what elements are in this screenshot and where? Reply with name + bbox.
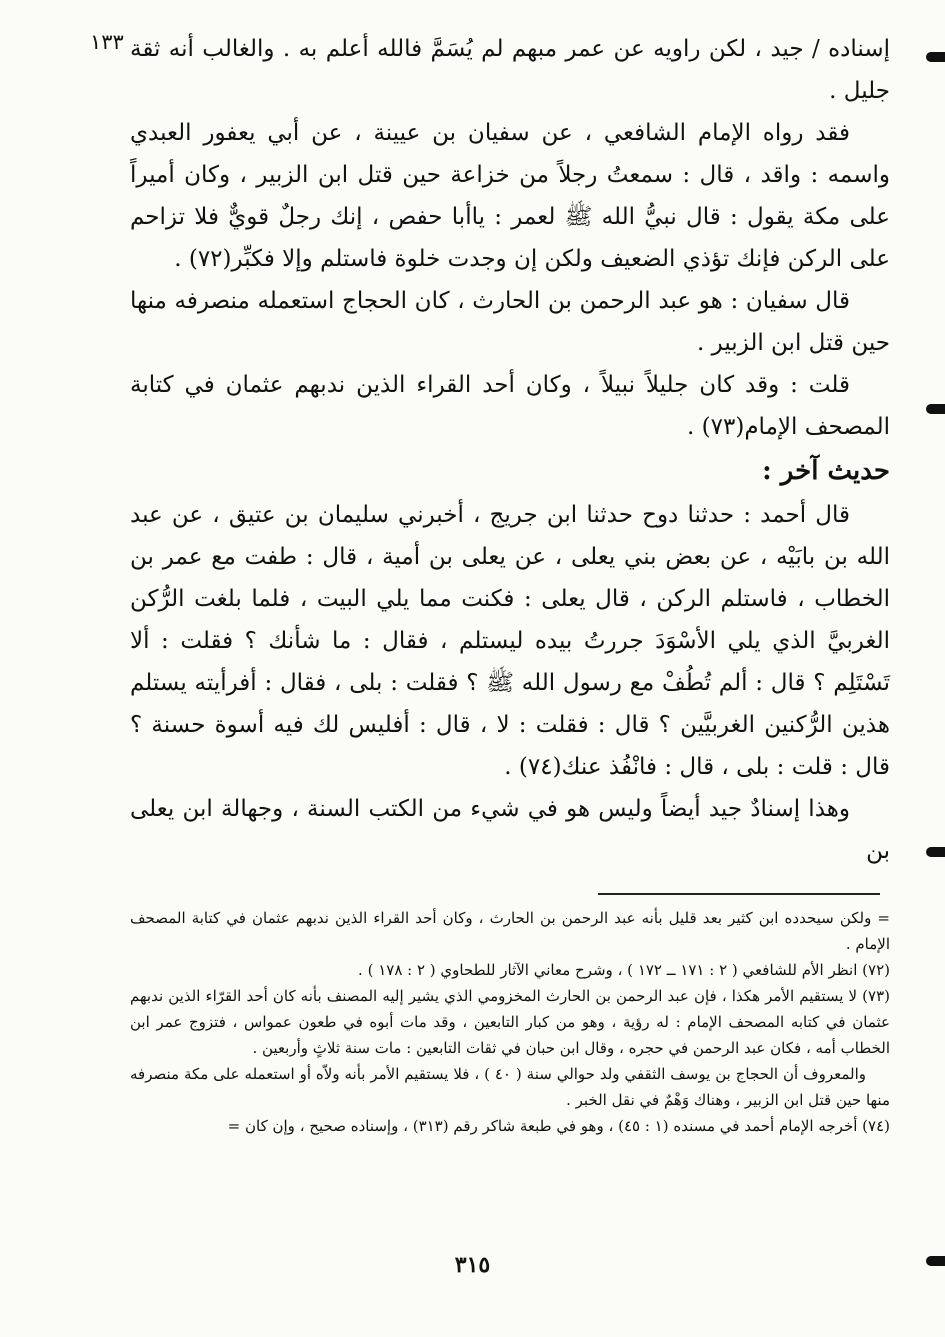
paragraph: قلت : وقد كان جليلاً نبيلاً ، وكان أحد القراء الذين ندبهم عثمان في كتابة المصحف الإمام(٧٣) .: [130, 372, 890, 440]
section-heading: حديث آخر :: [762, 456, 890, 486]
binding-mark: [926, 847, 945, 857]
paragraph: قال سفيان : هو عبد الرحمن بن الحارث ، كان الحجاج استعمله منصرفه منها حين قتل ابن الزبير .: [130, 288, 890, 356]
paragraph: وهذا إسنادٌ جيد أيضاً وليس هو في شيء من الكتب السنة ، وجهالة ابن يعلى بن: [130, 796, 890, 864]
footnote: والمعروف أن الحجاج بن يوسف الثقفي ولد حوالي سنة ( ٤٠ ) ، فلا يستقيم الأمر بأنه ولاّه أو استعمله على مكة منصرفه منها حين قتل ابن الزبير ، وهناك وَهْمٌ في نقل الخبر .: [130, 1065, 890, 1109]
binding-mark: [926, 404, 945, 414]
paragraph: إسناده / جيد ، لكن راويه عن عمر مبهم لم يُسَمَّ فالله أعلم به . والغالب أنه ثقة جليل .: [130, 36, 890, 104]
header-page-reference: ١٣٣: [90, 30, 124, 54]
footnote: (٧٢) انظر الأم للشافعي ( ٢ : ١٧١ ــ ١٧٢ ) ، وشرح معاني الآثار للطحاوي ( ٢ : ١٧٨ ) .: [358, 961, 890, 979]
footnote-divider: [598, 893, 880, 895]
page-number: ٣١٥: [454, 1252, 491, 1278]
paragraph: قال أحمد : حدثنا دوح حدثنا ابن جريج ، أخبرني سليمان بن عتيق ، عن عبد الله بن بابَيْه ، عن بعض بني يعلى ، عن يعلى بن أمية ، قال : طفت مع عمر بن الخطاب ، فاستلم الركن ، قال يعلى : فكنت مما يلي البيت ، فلما بلغت الرُّكن الغربيَّ الذي يلي الأسْوَدَ جررتُ بيده ليستلم ، فقال : ما شأنك ؟ فقلت : ألا تَسْتَلِم ؟ قال : ألم تُطُفْ مع رسول الله ﷺ ؟ فقلت : بلى ، فقال : أفرأيته يستلم هذين الرُّكنين الغربيَّين ؟ قال : فقلت : لا ، قال : أفليس لك فيه أسوة حسنة ؟ قال : قلت : بلى ، قال : فانْفُذ عنك(٧٤) .: [130, 502, 890, 780]
footnote: (٧٣) لا يستقيم الأمر هكذا ، فإن عبد الرحمن بن الحارث المخزومي الذي يشير إليه المصنف بأنه كان أحد القرّاء الذين ندبهم عثمان في كتابه المصحف الإمام : له رؤية ، وهو من كبار التابعين ، وقد مات أبوه في طعون عمواس ، فتزوج عمر ابن الخطاب أمه ، فكان عبد الرحمن في حجره ، وقال ابن حبان في ثقات التابعين : مات سنة ثلاثٍ وأربعين .: [130, 987, 890, 1057]
binding-mark: [926, 1256, 945, 1266]
footnote: = ولكن سيحدده ابن كثير بعد قليل بأنه عبد الرحمن بن الحارث ، وكان أحد القراء الذين ندبهم عثمان في كتابة المصحف الإمام .: [130, 909, 890, 953]
footnote: (٧٤) أخرجه الإمام أحمد في مسنده (١ : ٤٥) ، وهو في طبعة شاكر رقم (٣١٣) ، وإسناده صحيح ، وإن كان =: [227, 1117, 890, 1135]
main-text: [130, 28, 890, 872]
binding-mark: [926, 52, 945, 62]
paragraph: فقد رواه الإمام الشافعي ، عن سفيان بن عيينة ، عن أبي يعفور العبدي واسمه : واقد ، قال : سمعتُ رجلاً من خزاعة حين قتل ابن الزبير ، وكان أميراً على مكة يقول : قال نبيُّ الله ﷺ لعمر : ياأبا حفص ، إنك رجلٌ قويٌّ فلا تزاحم على الركن فإنك تؤذي الضعيف ولكن إن وجدت خلوة فاستلم وإلا فكبِّر(٧٢) .: [130, 120, 890, 272]
footnotes: [130, 905, 890, 1139]
